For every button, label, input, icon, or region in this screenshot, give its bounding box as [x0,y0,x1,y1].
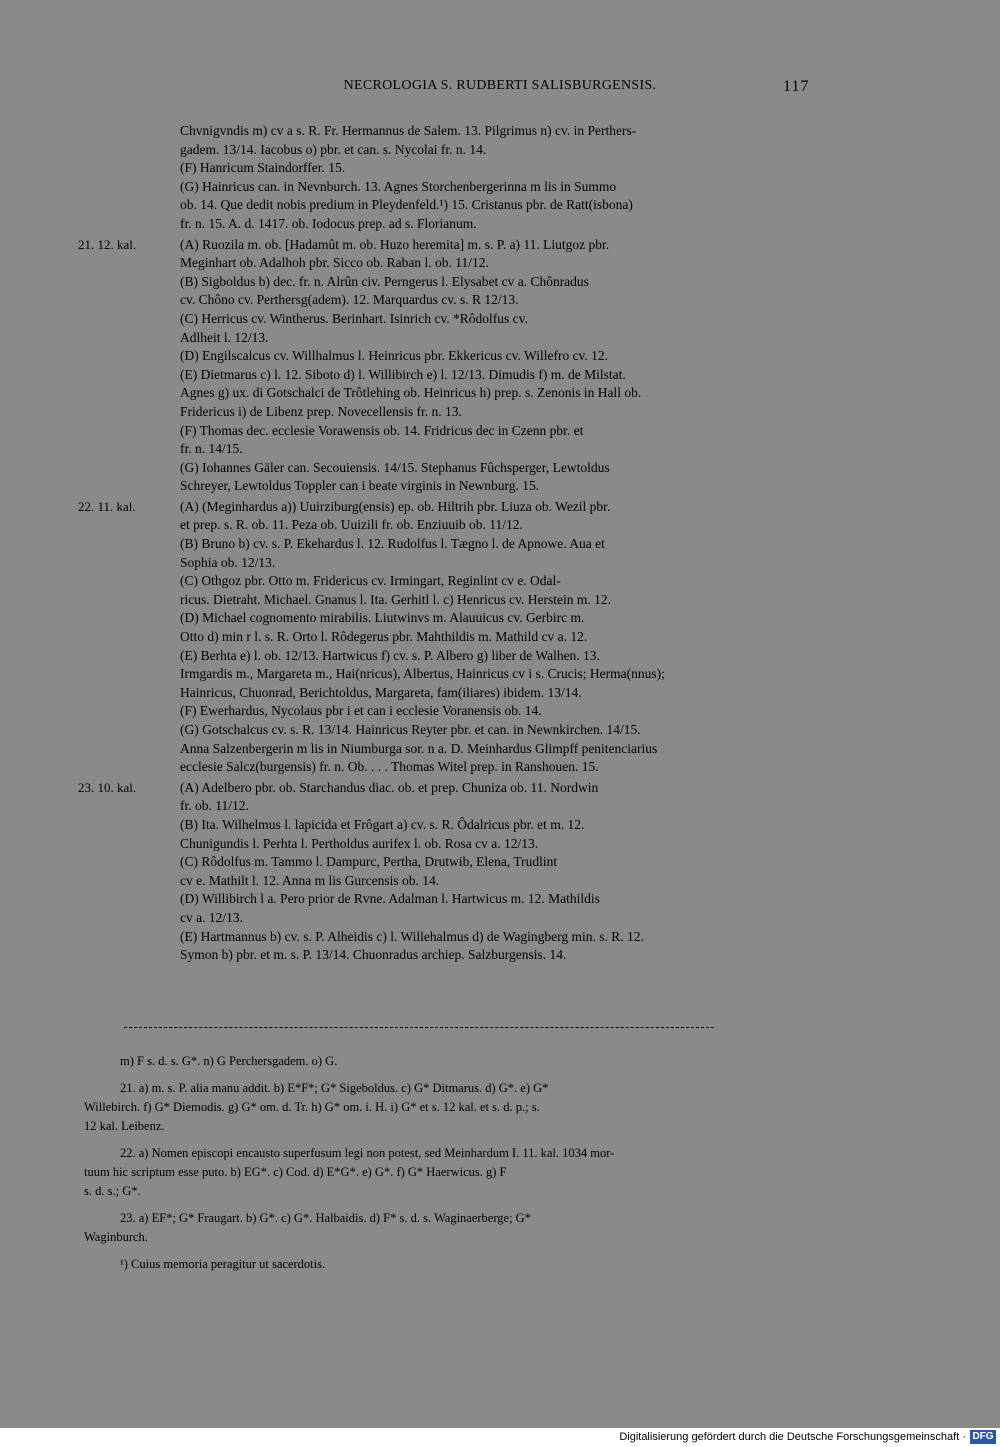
footnotes [84,1052,818,1282]
entry-line: gadem. 13/14. Iacobus o) pbr. et can. s. Nycolai fr. n. 14. [180,141,487,157]
entry-line: Hainricus, Chuonrad, Berichtoldus, Margareta, fam(iliares) ibidem. 13/14. [180,684,582,700]
entry-line: (A) Adelbero pbr. ob. Starchandus diac. ob. et prep. Chuniza ob. 11. Nordwin [180,779,599,795]
entry-line: et prep. s. R. ob. 11. Peza ob. Uuizili fr. ob. Enziuuib ob. 11/12. [180,517,523,533]
entry-line: Chunigundis l. Perhta l. Pertholdus aurifex l. ob. Rosa cv a. 12/13. [180,835,539,851]
note-line: ¹) Cuius memoria peragitur ut sacerdotis. [120,1257,326,1271]
note-line: tuum hic scriptum esse puto. b) EG*. c) Cod. d) E*G*. e) G*. f) G* Haerwicus. g) F [84,1165,507,1179]
note-line: Willebirch. f) G* Diemodis. g) G* om. d. Tr. h) G* om. i. H. i) G* et s. 12 kal. et s. d. p.; s. [84,1100,540,1114]
note-line: Waginburch. [84,1230,148,1244]
entry-line: Sophia ob. 12/13. [180,554,276,570]
entry-line: Fridericus i) de Libenz prep. Novecellensis fr. n. 13. [180,403,462,419]
entry-line: Schreyer, Lewtoldus Toppler can i beate virginis in Newnburg. 15. [180,478,540,494]
entry-line: ricus. Dietraht. Michael. Gnanus l. Ita. Gerhitl l. c) Henricus cv. Herstein m. 12. [180,591,611,607]
entry-line: ecclesie Salcz(burgensis) fr. n. Ob. . . . Thomas Witel prep. in Ranshouen. 15. [180,759,599,775]
entry-line: Anna Salzenbergerin m lis in Niumburga sor. n a. D. Meinhardus Glimpff penitenciarius [180,740,658,756]
entry-line: Agnes g) ux. di Gotschalci de Trôtlehing ob. Heinricus h) prep. s. Zenonis in Hall ob. [180,385,642,401]
entry-line: (D) Engilscalcus cv. Willhalmus l. Heinricus pbr. Ekkericus cv. Willefro cv. 12. [180,348,609,364]
entry-line: Chvnigvndis m) cv a s. R. Fr. Hermannus de Salem. 13. Pilgrimus n) cv. in Perthers- [180,123,637,138]
necrology-entry [78,236,816,496]
footer-bar [0,1428,1000,1447]
entry-line: cv a. 12/13. [180,909,243,925]
entry-line: (C) Rôdolfus m. Tammo l. Dampurc, Pertha, Drutwib, Elena, Trudlint [180,854,558,870]
entry-line: (E) Dietmarus c) l. 12. Siboto d) l. Willibirch e) l. 12/13. Dimudis f) m. de Milstat. [180,366,626,382]
entry-line: fr. ob. 11/12. [180,798,249,814]
note-block [84,1255,818,1274]
dfg-logo: DFG [970,1430,996,1444]
entry-line: (F) Thomas dec. ecclesie Vorawensis ob. 14. Fridricus dec in Czenn pbr. et [180,422,584,438]
day-label: 22. 11. kal. [78,498,136,514]
note-block [84,1052,818,1071]
necrology-body [78,120,816,965]
entry-line: ob. 14. Que dedit nobis predium in Pleydenfeld.¹) 15. Cristanus pbr. de Ratt(isbona) [180,197,633,213]
entry-line: Otto d) min r l. s. R. Orto l. Rôdegerus pbr. Mahthildis m. Mathild cv a. 12. [180,629,588,645]
note-line: 22. a) Nomen episcopi encausto superfusum legi non potest, sed Meinhardum I. 11. kal. 1034 mor- [120,1146,615,1160]
necrology-entry [180,122,816,234]
entry-line: Symon b) pbr. et m. s. P. 13/14. Chuonradus archiep. Salzburgensis. 14. [180,947,567,963]
separator-line [124,1027,714,1028]
day-label: 21. 12. kal. [78,236,137,252]
entry-line: (C) Herricus cv. Wintherus. Berinhart. Isinrich cv. *Rôdolfus cv. [180,310,528,326]
entry-line: (G) Gotschalcus cv. s. R. 13/14. Hainricus Reyter pbr. et can. in Newnkirchen. 14/15. [180,722,641,737]
entry-line: (E) Hartmannus b) cv. s. P. Alheidis c) l. Willehalmus d) de Wagingberg min. s. R. 12. [180,928,644,944]
day-label: 23. 10. kal. [78,779,137,795]
necrology-entry [78,498,816,777]
entry-line: (F) Hanricum Staindorffer. 15. [180,160,346,176]
entry-line: Irmgardis m., Margareta m., Hai(nricus), Albertus, Hainricus cv i s. Crucis; Herma(nnus); [180,666,665,682]
note-line: 12 kal. Leibenz. [84,1119,165,1133]
entry-line: Adlheit l. 12/13. [180,329,269,345]
entry-line: (G) Hainricus can. in Nevnburch. 13. Agnes Storchenbergerinna m lis in Summo [180,178,617,194]
entry-line: (C) Othgoz pbr. Otto m. Fridericus cv. Irmingart, Reginlint cv e. Odal- [180,573,561,589]
entry-line: (D) Willibirch l a. Pero prior de Rvne. Adalman l. Hartwicus m. 12. Mathildis [180,891,600,907]
entry-line: (G) Iohannes Gäler can. Secouiensis. 14/15. Stephanus Fûchsperger, Lewtoldus [180,459,610,475]
entry-line: (F) Ewerhardus, Nycolaus pbr i et can i ecclesie Voranensis ob. 14. [180,703,542,719]
note-line: m) F s. d. s. G*. n) G Perchersgadem. o) G. [120,1054,338,1068]
note-line: s. d. s.; G*. [84,1184,141,1198]
entry-line: (B) Sigboldus b) dec. fr. n. Alrûn civ. Perngerus l. Elysabet cv a. Chônradus [180,273,589,289]
note-block [84,1209,818,1247]
note-line: 23. a) EF*; G* Fraugart. b) G*. c) G*. Halbaidis. d) F* s. d. s. Waginaerberge; G* [120,1211,531,1225]
running-head: NECROLOGIA S. RUDBERTI SALISBURGENSIS. [343,78,657,93]
note-block [84,1079,818,1136]
entry-line: cv. Chôno cv. Perthersg(adem). 12. Marquardus cv. s. R 12/13. [180,292,519,308]
entry-line: fr. n. 15. A. d. 1417. ob. Iodocus prep. ad s. Florianum. [180,215,477,231]
entry-line: Meginhart ob. Adalhoh pbr. Sicco ob. Raban l. ob. 11/12. [180,255,489,271]
entry-line: (D) Michael cognomento mirabilis. Liutwinvs m. Alauuicus cv. Gerbirc m. [180,610,585,626]
entry-line: (A) Ruozila m. ob. [Hadamût m. ob. Huzo heremita] m. s. P. a) 11. Liutgoz pbr. [180,236,610,252]
entry-line: fr. n. 14/15. [180,441,243,457]
entry-line: (A) (Meginhardus a)) Uuirziburg(ensis) ep. ob. Hiltrih pbr. Liuza ob. Wezil pbr. [180,498,611,514]
entry-line: (B) Ita. Wilhelmus l. lapicida et Frôgart a) cv. s. R. Ôdalricus pbr. et m. 12. [180,816,585,832]
note-block [84,1144,818,1201]
footer-credit: Digitalisierung gefördert durch die Deutsche Forschungsgemeinschaft · [619,1431,966,1443]
entry-line: (E) Berhta e) l. ob. 12/13. Hartwicus f) cv. s. P. Albero g) liber de Walhen. 13. [180,647,600,663]
entry-line: (B) Bruno b) cv. s. P. Ekehardus l. 12. Rudolfus l. Tægno l. de Apnowe. Aua et [180,536,605,552]
necrology-entry [78,779,816,965]
note-line: 21. a) m. s. P. alia manu addit. b) E*F*; G* Sigeboldus. c) G* Ditmarus. d) G*. e) G* [120,1081,549,1095]
entry-line: cv e. Mathilt l. 12. Anna m lis Gurcensis ob. 14. [180,872,440,888]
page-number: 117 [783,78,810,95]
